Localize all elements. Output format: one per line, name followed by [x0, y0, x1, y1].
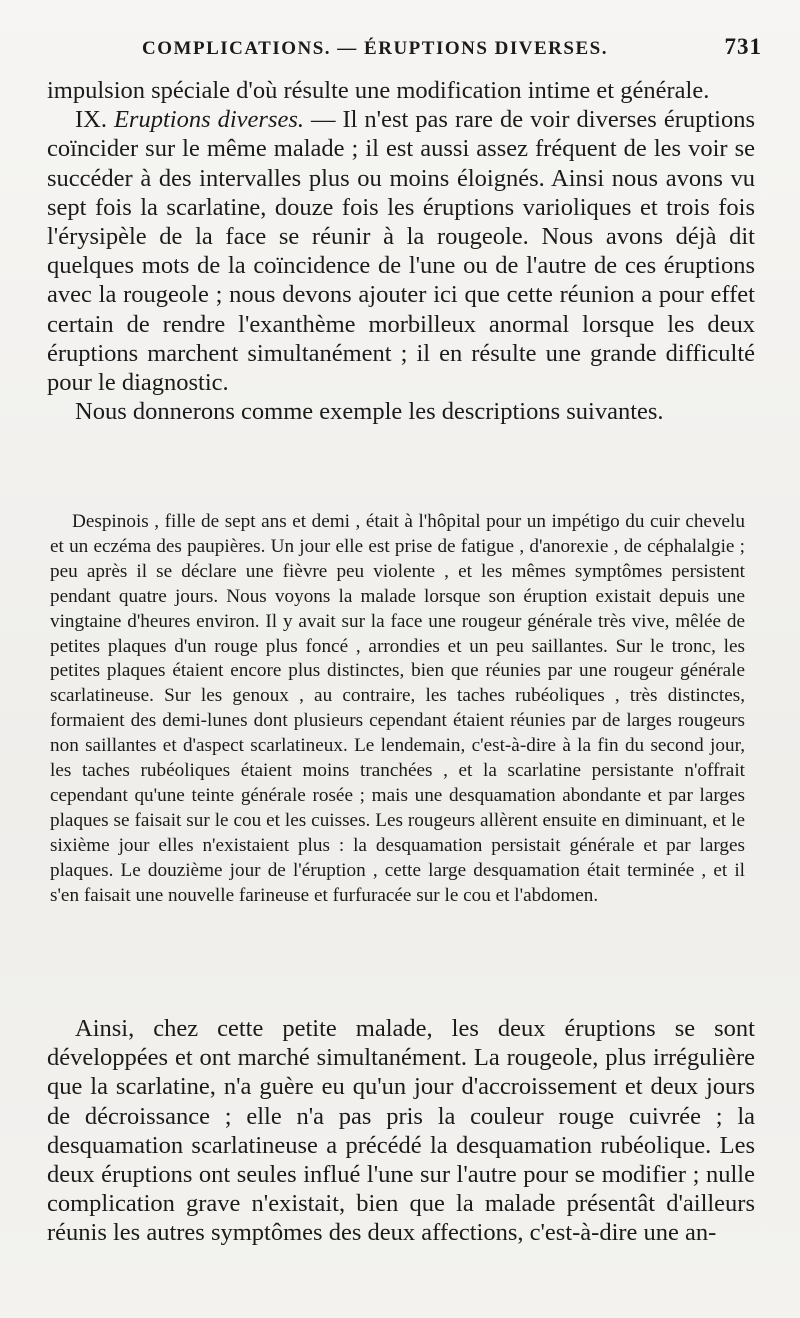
example-intro: Nous donnerons comme exemple les descriptions suivantes. [75, 398, 664, 426]
section-number: IX. [75, 106, 107, 134]
running-head [48, 34, 762, 68]
page-number: 731 [724, 34, 762, 59]
main-text-bottom [47, 1014, 755, 1248]
section-paragraph [47, 105, 755, 397]
case-description [50, 510, 745, 909]
main-text-top [47, 76, 755, 426]
running-title: COMPLICATIONS. — ÉRUPTIONS DIVERSES. [142, 38, 608, 59]
section-title: Eruptions diverses. [113, 106, 305, 134]
continuation-paragraph: impulsion spéciale d'où résulte une modification intime et générale. [47, 77, 710, 104]
conclusion-paragraph: Ainsi, chez cette petite malade, les deux éruptions se sont développées et ont marché simultanément. La rougeole, plus irrégulière que la scarlatine, n'a guère eu qu'un jour d'accroissement et deux jours de décroissance ; elle n'a pas pris la couleur rouge cuivrée ; la desquamation scarlatineuse a précédé la desquamation rubéolique. Les deux éruptions ont seules influé l'une sur l'autre pour se modifier ; nulle complication grave n'existait, bien que la malade présentât d'ailleurs réunis les autres symptômes des deux affections, c'est-à-dire une an- [47, 1015, 755, 1247]
case-paragraph: Despinois , fille de sept ans et demi , était à l'hôpital pour un impétigo du cuir chevelu et un eczéma des paupières. Un jour elle est prise de fatigue , d'anorexie , de céphalalgie ; peu après il se déclare une fièvre peu violente , et les mêmes symptômes persistent pendant quatre jours. Nous voyons la malade lorsque son éruption existait depuis une vingtaine d'heures environ. Il y avait sur la face une rougeur générale très vive, mêlée de petites plaques d'un rouge plus foncé , arrondies et un peu saillantes. Sur le tronc, les petites plaques étaient encore plus distinctes, bien que réunies par une rougeur générale scarlatineuse. Sur les genoux , au contraire, les taches rubéoliques , très distinctes, formaient des demi-lunes dont plusieurs cependant étaient réunies par de larges rougeurs non saillantes et d'aspect scarlatineux. Le lendemain, c'est-à-dire à la fin du second jour, les taches rubéoliques étaient moins tranchées , et la scarlatine persistante n'offrait cependant qu'une teinte générale rosée ; mais une desquamation abondante et par larges plaques se faisait sur le cou et les cuisses. Les rougeurs allèrent ensuite en diminuant, et le sixième jour elles n'existaient plus : la desquamation persistait générale et par larges plaques. Le douzième jour de l'éruption , cette large desquamation était terminée , et il s'en faisait une nouvelle farineuse et furfuracée sur le cou et l'abdomen. [50, 511, 745, 906]
section-text: — Il n'est pas rare de voir diverses éruptions coïncider sur le même malade ; il est aussi assez fréquent de les voir se succéder à des intervalles plus ou moins éloignés. Ainsi nous avons vu sept fois la scarlatine, douze fois les éruptions varioliques et trois fois l'érysipèle de la face se réunir à la rougeole. Nous avons déjà dit quelques mots de la coïncidence de l'une ou de l'autre de ces éruptions avec la rougeole ; nous devons ajouter ici que cette réunion a pour effet certain de rendre l'exanthème morbilleux anormal lorsque les deux éruptions marchent simultanément ; il en résulte une grande difficulté pour le diagnostic. [47, 106, 755, 397]
